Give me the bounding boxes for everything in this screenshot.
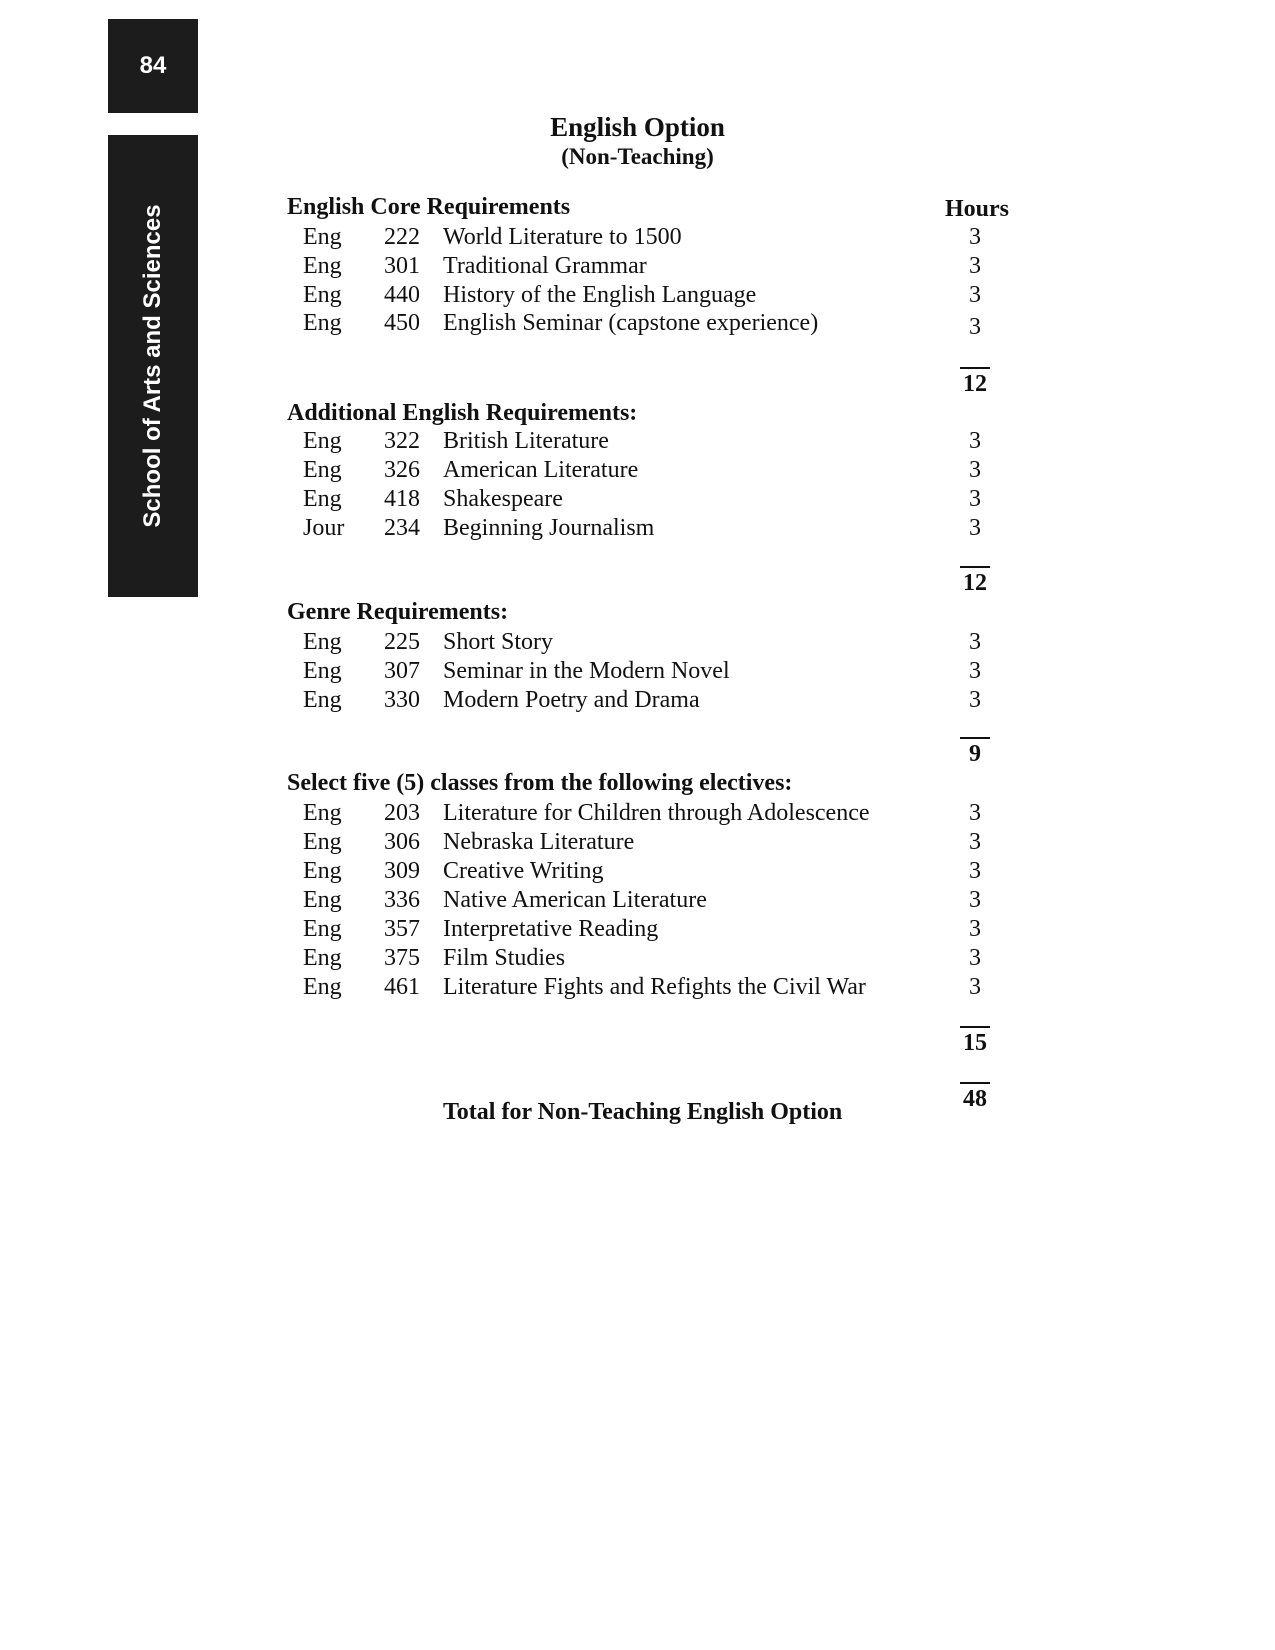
course-row <box>0 974 1275 1004</box>
course-number: 375 <box>384 945 420 971</box>
course-number: 336 <box>384 887 420 913</box>
total-hours: 48 <box>960 1082 990 1113</box>
course-hours: 3 <box>969 829 981 855</box>
course-hours: 3 <box>969 916 981 942</box>
course-row <box>0 658 1275 688</box>
course-number: 440 <box>384 282 420 308</box>
course-dept: Eng <box>303 658 342 684</box>
section-heading: Additional English Requirements: <box>287 400 638 426</box>
section-heading: Select five (5) classes from the following electives: <box>287 770 793 796</box>
course-row <box>0 858 1275 888</box>
course-dept: Eng <box>303 629 342 655</box>
page-number-tab <box>108 19 198 113</box>
course-row <box>0 515 1275 545</box>
course-hours: 3 <box>969 858 981 884</box>
course-title: Creative Writing <box>443 858 604 884</box>
course-title: Modern Poetry and Drama <box>443 687 700 713</box>
course-dept: Eng <box>303 486 342 512</box>
course-title: Film Studies <box>443 945 566 971</box>
course-number: 450 <box>384 310 420 336</box>
course-number: 203 <box>384 800 420 826</box>
section-subtotal: 15 <box>960 1026 990 1057</box>
course-hours: 3 <box>969 687 981 713</box>
course-hours: 3 <box>969 224 981 250</box>
course-hours: 3 <box>969 457 981 483</box>
course-title: Native American Literature <box>443 887 707 913</box>
course-title: Short Story <box>443 629 554 655</box>
course-title: Seminar in the Modern Novel <box>443 658 730 684</box>
section-subtotal: 12 <box>960 367 990 398</box>
course-dept: Eng <box>303 800 342 826</box>
course-number: 301 <box>384 253 420 279</box>
course-row <box>0 310 1275 340</box>
course-title: Beginning Journalism <box>443 515 655 541</box>
course-number: 322 <box>384 428 420 454</box>
course-row <box>0 629 1275 659</box>
total-label: Total for Non-Teaching English Option <box>443 1099 843 1125</box>
course-row <box>0 829 1275 859</box>
course-hours: 3 <box>969 486 981 512</box>
section-heading: Genre Requirements: <box>287 599 509 625</box>
course-hours: 3 <box>969 658 981 684</box>
course-row <box>0 945 1275 975</box>
course-number: 330 <box>384 687 420 713</box>
course-row <box>0 428 1275 458</box>
course-number: 306 <box>384 829 420 855</box>
course-hours: 3 <box>969 314 981 340</box>
course-dept: Eng <box>303 457 342 483</box>
course-row <box>0 800 1275 830</box>
course-row <box>0 224 1275 254</box>
course-number: 222 <box>384 224 420 250</box>
course-row <box>0 457 1275 487</box>
course-number: 418 <box>384 486 420 512</box>
course-row <box>0 916 1275 946</box>
course-number: 307 <box>384 658 420 684</box>
page-number: 84 <box>139 52 167 79</box>
course-title: History of the English Language <box>443 282 757 308</box>
course-dept: Eng <box>303 887 342 913</box>
course-dept: Eng <box>303 253 342 279</box>
course-dept: Eng <box>303 687 342 713</box>
course-row <box>0 687 1275 717</box>
course-title: Interpretative Reading <box>443 916 659 942</box>
course-row <box>0 887 1275 917</box>
page-subtitle: (Non-Teaching) <box>561 144 714 169</box>
course-title: Traditional Grammar <box>443 253 647 279</box>
course-hours: 3 <box>969 515 981 541</box>
course-hours: 3 <box>969 629 981 655</box>
course-number: 225 <box>384 629 420 655</box>
course-dept: Eng <box>303 974 342 1000</box>
course-hours: 3 <box>969 974 981 1000</box>
page-title: English Option <box>550 112 725 142</box>
course-dept: Eng <box>303 916 342 942</box>
course-hours: 3 <box>969 945 981 971</box>
course-hours: 3 <box>969 800 981 826</box>
side-tab-label: School of Arts and Sciences <box>139 204 166 528</box>
course-title: English Seminar (capstone experience) <box>443 310 819 336</box>
course-row <box>0 253 1275 283</box>
course-dept: Eng <box>303 224 342 250</box>
course-dept: Eng <box>303 858 342 884</box>
course-title: Shakespeare <box>443 486 563 512</box>
course-number: 309 <box>384 858 420 884</box>
course-title: World Literature to 1500 <box>443 224 682 250</box>
section-subtotal: 12 <box>960 566 990 597</box>
course-title: British Literature <box>443 428 609 454</box>
course-row <box>0 282 1275 312</box>
course-hours: 3 <box>969 887 981 913</box>
course-row <box>0 486 1275 516</box>
course-hours: 3 <box>969 253 981 279</box>
section-heading: English Core Requirements <box>287 194 571 220</box>
course-title: Literature Fights and Refights the Civil War <box>443 974 866 1000</box>
course-number: 234 <box>384 515 420 541</box>
course-dept: Eng <box>303 310 342 336</box>
course-hours: 3 <box>969 428 981 454</box>
course-title: American Literature <box>443 457 639 483</box>
course-title: Literature for Children through Adolescence <box>443 800 870 826</box>
course-number: 326 <box>384 457 420 483</box>
course-number: 461 <box>384 974 420 1000</box>
course-hours: 3 <box>969 282 981 308</box>
hours-column-header: Hours <box>945 196 1010 222</box>
course-dept: Eng <box>303 945 342 971</box>
course-title: Nebraska Literature <box>443 829 635 855</box>
course-dept: Eng <box>303 829 342 855</box>
course-dept: Eng <box>303 428 342 454</box>
section-subtotal: 9 <box>960 737 990 768</box>
course-number: 357 <box>384 916 420 942</box>
course-dept: Jour <box>303 515 345 541</box>
course-dept: Eng <box>303 282 342 308</box>
